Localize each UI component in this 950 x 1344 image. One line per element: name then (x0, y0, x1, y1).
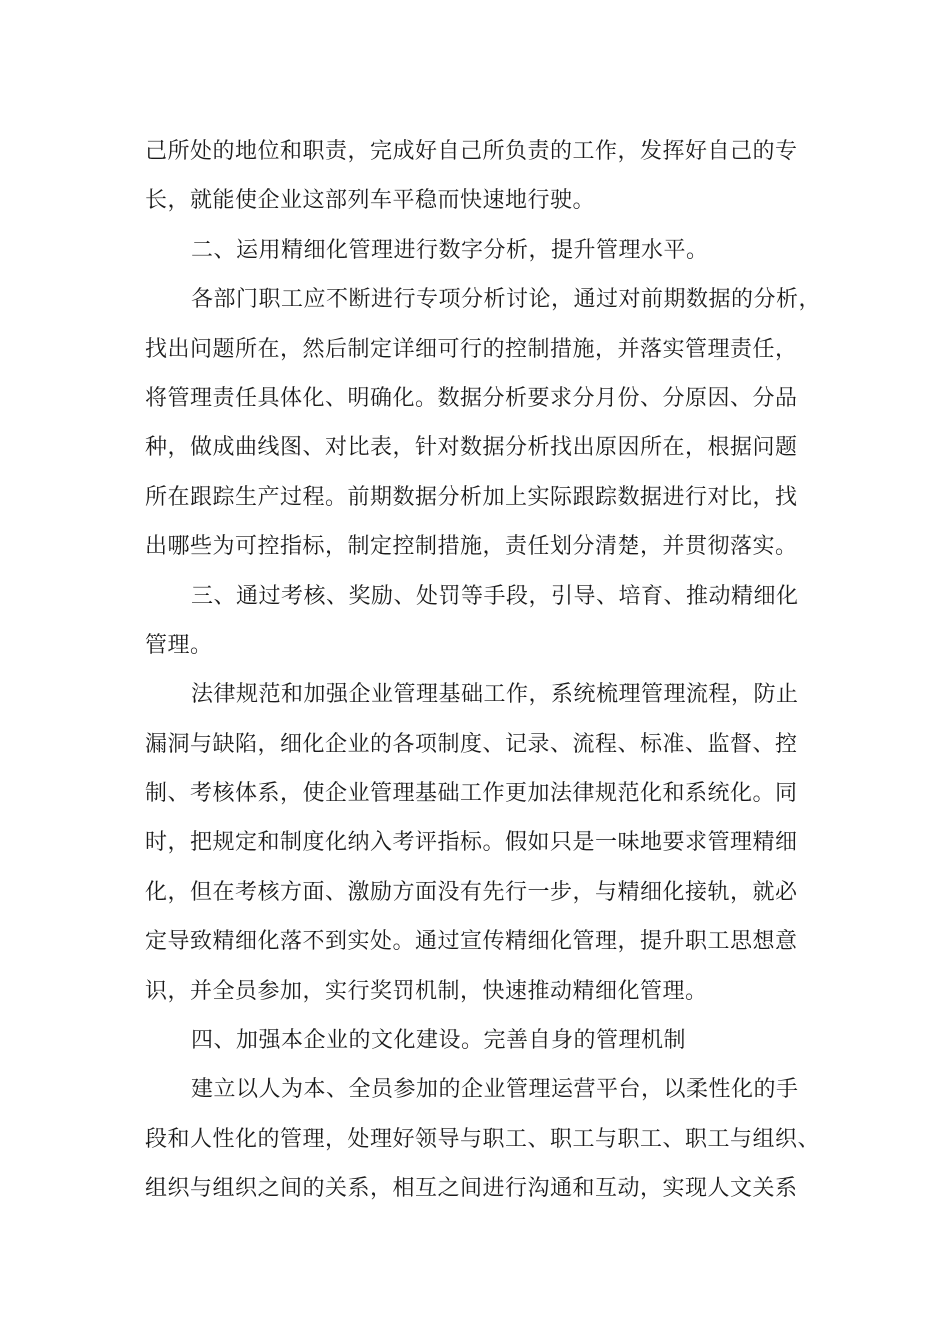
document-body (145, 127, 825, 1214)
section-heading (145, 1016, 825, 1065)
text-line: 制、考核体系，使企业管理基础工作更加法律规范化和系统化。同 (145, 781, 798, 807)
text-line: 各部门职工应不断进行专项分析讨论，通过对前期数据的分析， (191, 287, 822, 313)
text-line: 己所处的地位和职责，完成好自己所负责的工作，发挥好自己的专 (145, 139, 798, 164)
text-line: 四、加强本企业的文化建设。完善自身的管理机制 (191, 1028, 687, 1054)
section-heading (145, 226, 825, 275)
text-line: 法律规范和加强企业管理基础工作，系统梳理管理流程，防止 (191, 682, 799, 708)
paragraph (145, 127, 825, 226)
text-line: 种，做成曲线图、对比表，针对数据分析找出原因所在，根据问题 (145, 435, 798, 461)
text-line: 段和人性化的管理，处理好领导与职工、职工与职工、职工与组织、 (145, 1126, 821, 1152)
text-line: 识，并全员参加，实行奖罚机制，快速推动精细化管理。 (145, 978, 708, 1004)
text-line: 出哪些为可控指标，制定控制措施，责任划分清楚，并贯彻落实。 (145, 534, 798, 560)
text-line: 二、运用精细化管理进行数字分析，提升管理水平。 (191, 237, 709, 263)
text-line: 定导致精细化落不到实处。通过宣传精细化管理，提升职工思想意 (145, 929, 798, 955)
paragraph (145, 1065, 825, 1213)
text-line: 管理。 (145, 632, 213, 658)
text-line: 找出问题所在，然后制定详细可行的控制措施，并落实管理责任， (145, 336, 798, 362)
text-line: 漏洞与缺陷，细化企业的各项制度、记录、流程、标准、监督、控 (145, 731, 798, 757)
text-line: 所在跟踪生产过程。前期数据分析加上实际跟踪数据进行对比，找 (145, 484, 798, 510)
text-line: 长，就能使企业这部列车平稳而快速地行驶。 (145, 188, 596, 214)
text-line: 化，但在考核方面、激励方面没有先行一步，与精细化接轨，就必 (145, 879, 798, 905)
text-line: 组织与组织之间的关系，相互之间进行沟通和互动，实现人文关系 (145, 1176, 798, 1202)
text-line: 三、通过考核、奖励、处罚等手段，引导、培育、推动精细化 (191, 583, 799, 609)
text-line: 时，把规定和制度化纳入考评指标。假如只是一味地要求管理精细 (145, 830, 798, 856)
paragraph (145, 670, 825, 1016)
text-line: 将管理责任具体化、明确化。数据分析要求分月份、分原因、分品 (145, 385, 798, 411)
paragraph (145, 275, 825, 571)
section-heading (145, 572, 825, 671)
text-line: 建立以人为本、全员参加的企业管理运营平台，以柔性化的手 (191, 1077, 799, 1103)
